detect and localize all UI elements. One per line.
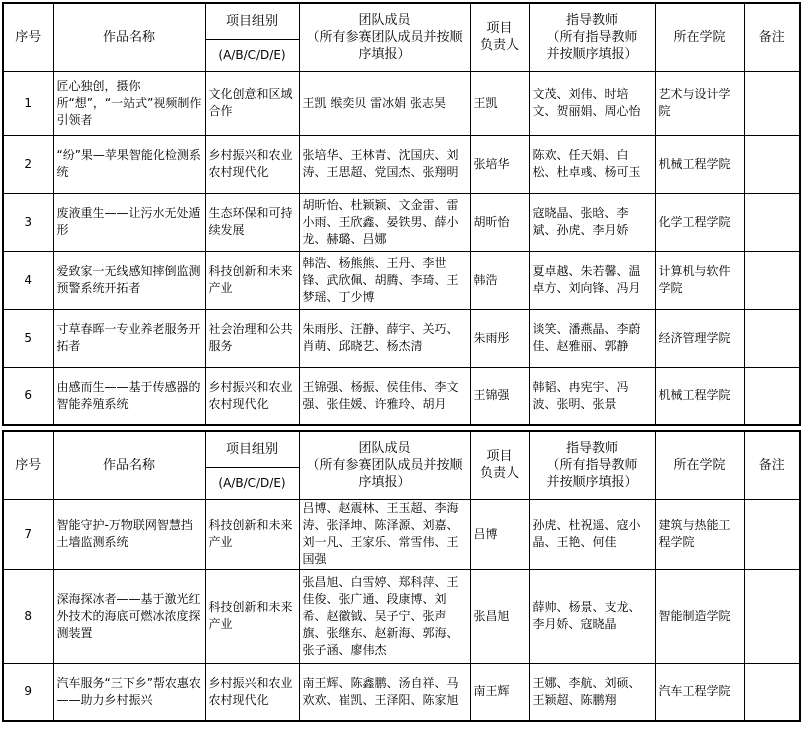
header-work: 作品名称 bbox=[53, 3, 205, 71]
advisor-teachers: 孙虎、杜祝遥、寇小晶、王艳、何佳 bbox=[529, 499, 655, 569]
college-name: 机械工程学院 bbox=[655, 135, 744, 193]
remark-cell bbox=[744, 193, 800, 251]
project-leader: 南王辉 bbox=[470, 663, 529, 721]
header-teachers: 指导教师 （所有指导教师 并按顺序填报） bbox=[529, 431, 655, 499]
work-title: 废液重生——让污水无处遁形 bbox=[53, 193, 205, 251]
remark-cell bbox=[744, 309, 800, 367]
header-leader: 项目 负责人 bbox=[470, 431, 529, 499]
header-teachers: 指导教师 （所有指导教师 并按顺序填报） bbox=[529, 3, 655, 71]
advisor-teachers: 寇晓晶、张晗、李斌、孙虎、李月娇 bbox=[529, 193, 655, 251]
header-group-sub: (A/B/C/D/E) bbox=[205, 39, 299, 71]
row-number: 2 bbox=[3, 135, 53, 193]
project-leader: 王锦强 bbox=[470, 367, 529, 425]
college-name: 经济管理学院 bbox=[655, 309, 744, 367]
project-leader: 朱雨彤 bbox=[470, 309, 529, 367]
project-leader: 吕博 bbox=[470, 499, 529, 569]
work-title: 深海探冰者——基于激光红外技术的海底可燃冰浓度探测装置 bbox=[53, 569, 205, 663]
college-name: 化学工程学院 bbox=[655, 193, 744, 251]
row-number: 6 bbox=[3, 367, 53, 425]
project-leader: 张昌旭 bbox=[470, 569, 529, 663]
remark-cell bbox=[744, 251, 800, 309]
row-number: 4 bbox=[3, 251, 53, 309]
project-table-1 bbox=[2, 2, 801, 426]
header-members: 团队成员 （所有参赛团队成员并按顺序填报） bbox=[299, 431, 470, 499]
college-name: 艺术与设计学院 bbox=[655, 71, 744, 135]
college-name: 智能制造学院 bbox=[655, 569, 744, 663]
work-title: 智能守护-万物联网智慧挡土墙监测系统 bbox=[53, 499, 205, 569]
team-members: 韩浩、杨熊熊、王丹、李世锋、武欣佩、胡腾、李琦、王梦瑶、丁少博 bbox=[299, 251, 470, 309]
college-name: 建筑与热能工程学院 bbox=[655, 499, 744, 569]
table-row bbox=[3, 71, 800, 135]
project-group: 科技创新和未来产业 bbox=[205, 251, 299, 309]
header-group: 项目组别 bbox=[205, 431, 299, 467]
team-members: 王凯 缑奕贝 雷冰娟 张志昊 bbox=[299, 71, 470, 135]
remark-cell bbox=[744, 71, 800, 135]
table-row bbox=[3, 193, 800, 251]
row-number: 9 bbox=[3, 663, 53, 721]
remark-cell bbox=[744, 499, 800, 569]
work-title: 爱致家一无线感知摔倒监测预警系统开拓者 bbox=[53, 251, 205, 309]
team-members: 胡昕怡、杜颖颖、文金雷、雷小雨、王欣鑫、晏铁男、薛小龙、赫璐、吕娜 bbox=[299, 193, 470, 251]
remark-cell bbox=[744, 367, 800, 425]
table-row bbox=[3, 251, 800, 309]
row-number: 7 bbox=[3, 499, 53, 569]
header-group: 项目组别 bbox=[205, 3, 299, 39]
team-members: 吕博、赵震林、王玉超、李海涛、张泽坤、陈泽源、刘嘉、刘一凡、王家乐、常雪伟、王国强 bbox=[299, 499, 470, 569]
advisor-teachers: 王娜、李航、刘硕、王颖超、陈鹏翔 bbox=[529, 663, 655, 721]
project-leader: 张培华 bbox=[470, 135, 529, 193]
project-group: 乡村振兴和农业农村现代化 bbox=[205, 135, 299, 193]
work-title: “纷”果—苹果智能化检测系统 bbox=[53, 135, 205, 193]
row-number: 8 bbox=[3, 569, 53, 663]
row-number: 1 bbox=[3, 71, 53, 135]
work-title: 由感而生——基于传感器的智能养殖系统 bbox=[53, 367, 205, 425]
advisor-teachers: 夏卓越、朱若馨、温卓方、刘向锋、冯月 bbox=[529, 251, 655, 309]
row-number: 5 bbox=[3, 309, 53, 367]
project-group: 科技创新和未来产业 bbox=[205, 499, 299, 569]
advisor-teachers: 文茂、刘伟、时培文、贺丽娟、周心怡 bbox=[529, 71, 655, 135]
project-table-2 bbox=[2, 430, 801, 722]
college-name: 计算机与软件学院 bbox=[655, 251, 744, 309]
project-group: 生态环保和可持续发展 bbox=[205, 193, 299, 251]
remark-cell bbox=[744, 663, 800, 721]
advisor-teachers: 陈欢、任天娟、白松、杜卓彧、杨可玉 bbox=[529, 135, 655, 193]
remark-cell bbox=[744, 135, 800, 193]
project-group: 乡村振兴和农业农村现代化 bbox=[205, 663, 299, 721]
header-remark: 备注 bbox=[744, 3, 800, 71]
team-members: 张昌旭、白雪婷、郑科萍、王佳俊、张广通、段康博、刘希、赵徽钺、吴子宁、张声旗、张继东、赵新海、郭海、张子涵、廖伟杰 bbox=[299, 569, 470, 663]
project-leader: 王凯 bbox=[470, 71, 529, 135]
remark-cell bbox=[744, 569, 800, 663]
header-members: 团队成员 （所有参赛团队成员并按顺序填报） bbox=[299, 3, 470, 71]
project-group: 科技创新和未来产业 bbox=[205, 569, 299, 663]
header-no: 序号 bbox=[3, 431, 53, 499]
table-row bbox=[3, 367, 800, 425]
advisor-teachers: 韩韬、冉宪宇、冯波、张明、张景 bbox=[529, 367, 655, 425]
college-name: 机械工程学院 bbox=[655, 367, 744, 425]
table-row bbox=[3, 569, 800, 663]
header-college: 所在学院 bbox=[655, 3, 744, 71]
team-members: 王锦强、杨振、侯佳伟、李文强、张佳媛、许雅玲、胡月 bbox=[299, 367, 470, 425]
header-leader: 项目 负责人 bbox=[470, 3, 529, 71]
work-title: 匠心独创，摄你所“想”，“一站式”视频制作引领者 bbox=[53, 71, 205, 135]
project-group: 社会治理和公共服务 bbox=[205, 309, 299, 367]
table-row bbox=[3, 663, 800, 721]
work-title: 寸草春晖一专业养老服务开拓者 bbox=[53, 309, 205, 367]
header-work: 作品名称 bbox=[53, 431, 205, 499]
team-members: 南王辉、陈鑫鹏、汤自祥、马欢欢、崔凯、王泽阳、陈家旭 bbox=[299, 663, 470, 721]
table-row bbox=[3, 499, 800, 569]
team-members: 朱雨彤、汪静、薛宇、关巧、肖萌、邱晓艺、杨杰清 bbox=[299, 309, 470, 367]
team-members: 张培华、王林青、沈国庆、刘涛、王思超、党国杰、张翔明 bbox=[299, 135, 470, 193]
project-group: 乡村振兴和农业农村现代化 bbox=[205, 367, 299, 425]
advisor-teachers: 谈笑、潘燕晶、李蔚佳、赵雅丽、郭静 bbox=[529, 309, 655, 367]
project-leader: 胡昕怡 bbox=[470, 193, 529, 251]
row-number: 3 bbox=[3, 193, 53, 251]
college-name: 汽车工程学院 bbox=[655, 663, 744, 721]
table-row bbox=[3, 309, 800, 367]
project-group: 文化创意和区域合作 bbox=[205, 71, 299, 135]
header-no: 序号 bbox=[3, 3, 53, 71]
advisor-teachers: 薛帅、杨景、支龙、李月娇、寇晓晶 bbox=[529, 569, 655, 663]
header-group-sub: (A/B/C/D/E) bbox=[205, 467, 299, 499]
header-college: 所在学院 bbox=[655, 431, 744, 499]
project-leader: 韩浩 bbox=[470, 251, 529, 309]
header-remark: 备注 bbox=[744, 431, 800, 499]
table-row bbox=[3, 135, 800, 193]
work-title: 汽车服务“三下乡”帮农惠农——助力乡村振兴 bbox=[53, 663, 205, 721]
